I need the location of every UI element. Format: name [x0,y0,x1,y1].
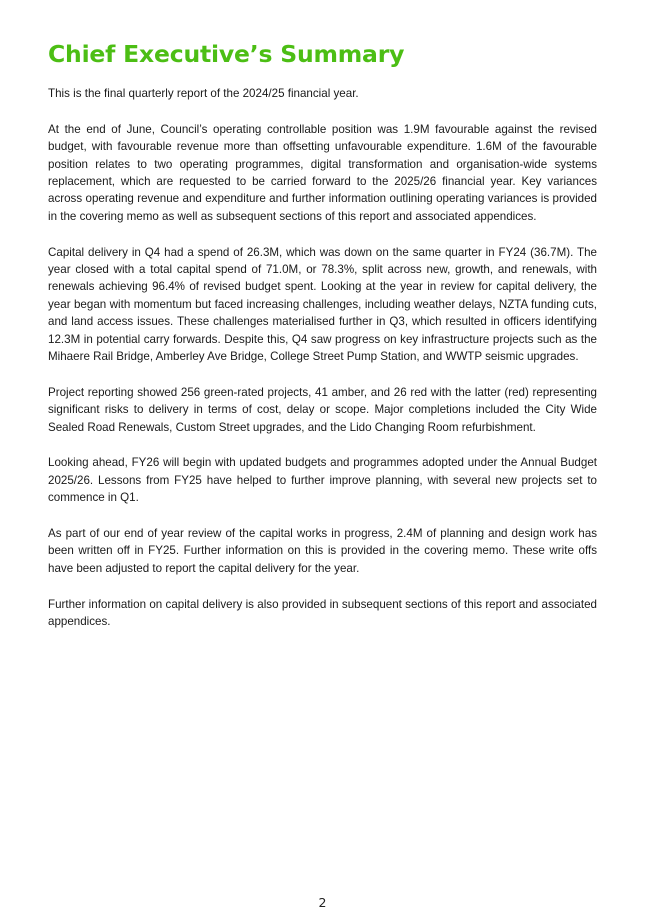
paragraph-further-information: Further information on capital delivery is also provided in subsequent sections of this report and associated appendices. [48,597,597,629]
paragraph-looking-ahead: Looking ahead, FY26 will begin with updated budgets and programmes adopted under the Annual Budget 2025/26. Lessons from FY25 have helped to further improve planning, with several new projects set to commence in Q1. [48,456,597,505]
paragraph-write-offs: As part of our end of year review of the capital works in progress, 2.4M of planning and design work has been written off in FY25. Further information on this is provided in the covering memo. These write offs have been adjusted to report the capital delivery for the year. [48,527,597,575]
page-title: Chief Executive’s Summary [48,40,405,68]
summary-body [48,84,597,648]
page-number: 2 [318,895,327,910]
paragraph-operating-position: At the end of June, Council’s operating controllable position was 1.9M favourable against the revised budget, with favourable revenue more than offsetting unfavourable expenditure. 1.6M of the favourable position relates to two operating programmes, digital transformation and organisation-wide systems replacement, which are requested to be carried forward to the 2025/26 financial year. Key variances across operating revenue and expenditure and further information outlining operating variances is provided in the covering memo as well as subsequent sections of this report and associated appendices. [48,122,597,223]
paragraph-intro: This is the final quarterly report of the 2024/25 financial year. [48,87,359,100]
paragraph-project-reporting: Project reporting showed 256 green-rated projects, 41 amber, and 26 red with the latter (red) representing significant risks to delivery in terms of cost, delay or scope. Major completions included the City Wide Sealed Road Renewals, Custom Street upgrades, and the Lido Changing Room refurbishment. [48,385,597,434]
paragraph-capital-delivery: Capital delivery in Q4 had a spend of 26.3M, which was down on the same quarter in FY24 (36.7M). The year closed with a total capital spend of 71.0M, or 78.3%, split across new, growth, and renewals, with renewals achieving 96.4% of revised budget spent. Looking at the year in review for capital delivery, the year began with momentum but faced increasing challenges, including weather delays, NZTA funding cuts, and land access issues. These challenges materialised further in Q3, which resulted in officers identifying 12.3M in potential carry forwards. Despite this, Q4 saw progress on key infrastructure projects such as the Mihaere Rail Bridge, Amberley Ave Bridge, College Street Pump Station, and WWTP seismic upgrades. [48,245,597,364]
